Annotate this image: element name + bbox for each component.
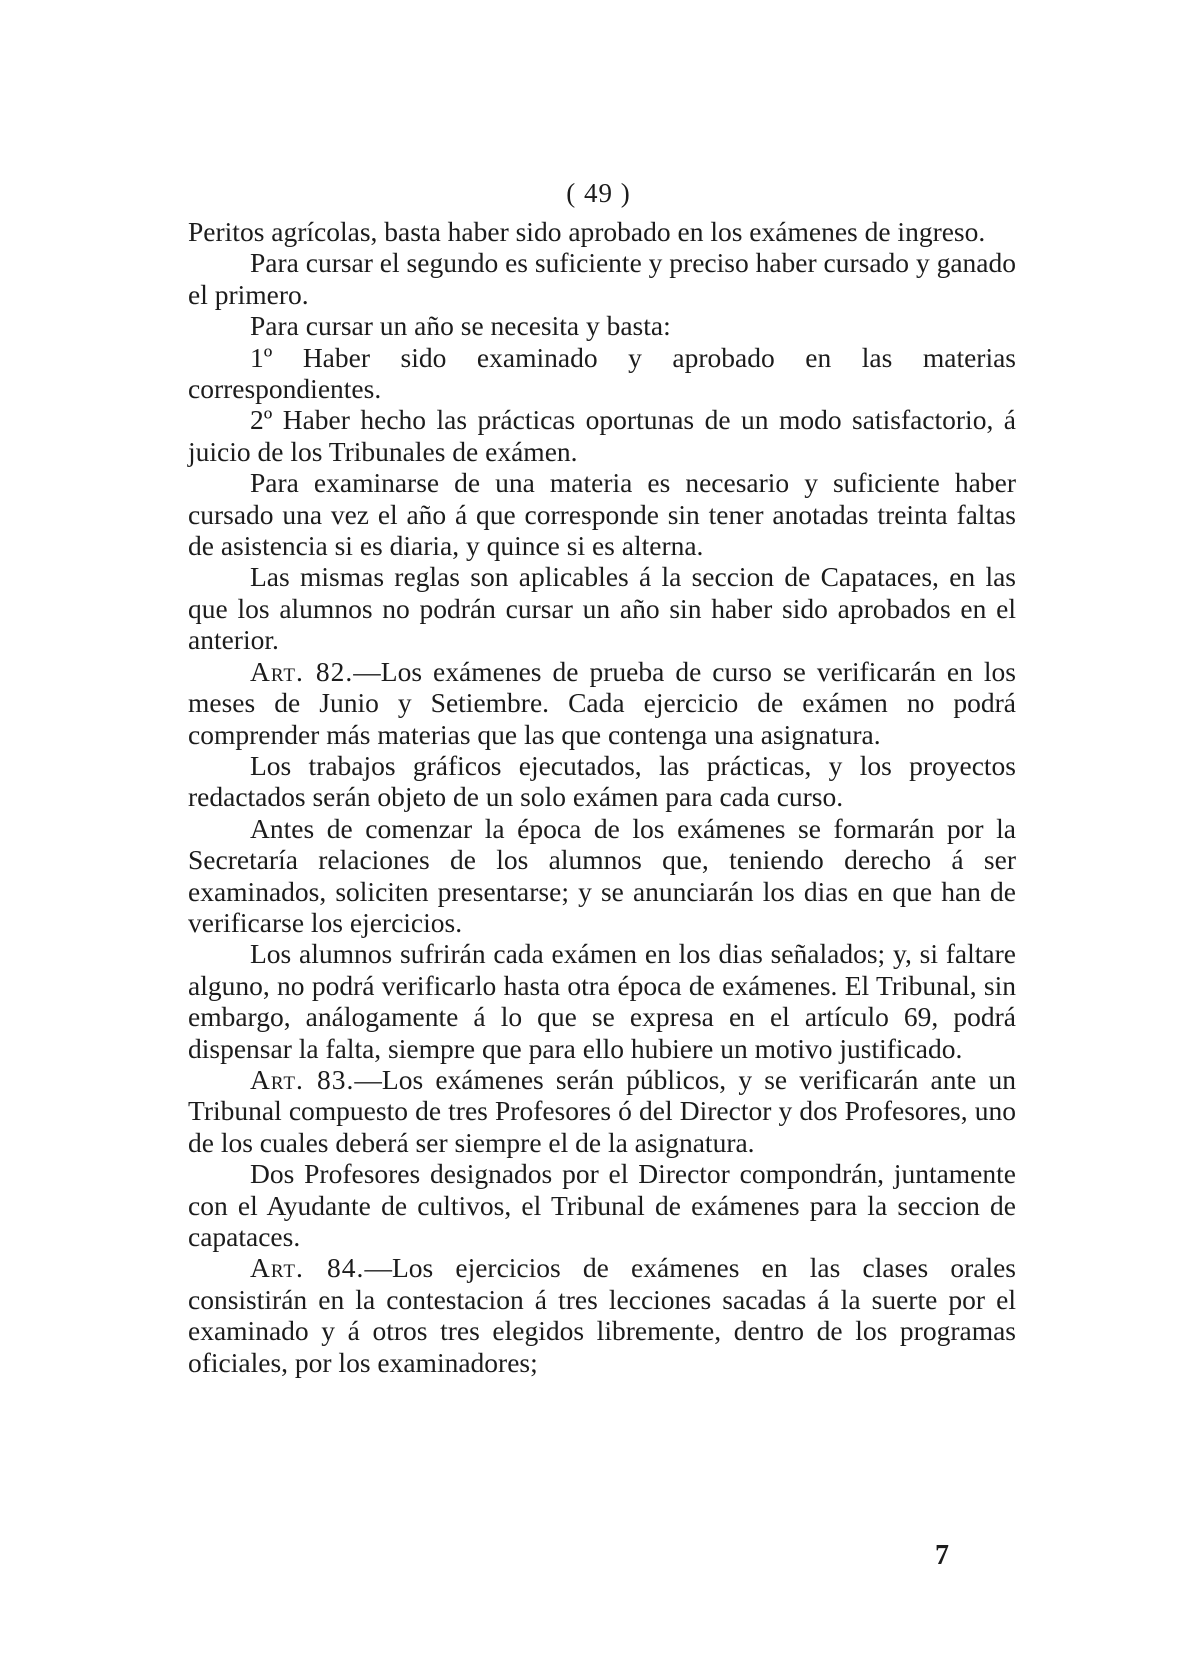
article-paragraph: Art. 84.—Los ejercicios de exámenes en las clases orales consistirán en la contestacion á tres lecciones sacadas á la suerte por el examinado y á otros tres elegidos libremente, dentro de los programas oficiales, por los examinadores; xyxy=(188,1252,1016,1378)
paragraph: 1º Haber sido examinado y aprobado en las materias correspondientes. xyxy=(188,341,1016,405)
paragraph: Para cursar el segundo es suficiente y preciso haber cursado y ganado el primero. xyxy=(188,247,1016,310)
paragraph: Dos Profesores designados por el Director compondrán, juntamente con el Ayudante de cultivos, el Tribunal de exámenes para la seccion de capataces. xyxy=(188,1158,1016,1252)
article-paragraph: Art. 82.—Los exámenes de prueba de curso se verificarán en los meses de Junio y Setiembre. Cada ejercicio de exámen no podrá comprender más materias que las que contenga una asignatura. xyxy=(188,655,1017,750)
body-text xyxy=(188,216,1016,1378)
article-label: Art. 82. xyxy=(250,655,354,687)
paragraph: Para cursar un año se necesita y basta: xyxy=(250,310,671,342)
article-paragraph: Art. 83.—Los exámenes serán públicos, y se verificarán ante un Tribunal compuesto de tres Profesores ó del Director y dos Profesores, uno de los cuales deberá ser siempre el de la asignatura. xyxy=(188,1063,1017,1158)
paragraph: Los trabajos gráficos ejecutados, las prácticas, y los proyectos redactados serán objeto de un solo exámen para cada curso. xyxy=(188,749,1016,813)
signature-mark: 7 xyxy=(935,1540,949,1571)
paragraph: Peritos agrícolas, basta haber sido aprobado en los exámenes de ingreso. xyxy=(188,216,986,247)
paragraph: Antes de comenzar la época de los exámenes se formarán por la Secretaría relaciones de los alumnos que, teniendo derecho á ser examinados, soliciten presentarse; y se anunciarán los dias en que han de verificarse los ejercicios. xyxy=(188,812,1016,938)
paragraph: Los alumnos sufrirán cada exámen en los dias señalados; y, si faltare alguno, no podrá verificarlo hasta otra época de exámenes. El Tribunal, sin embargo, análogamente á lo que se expresa en el artículo 69, podrá dispensar la falta, siempre que para ello hubiere un motivo justificado. xyxy=(188,938,1016,1064)
paragraph: Para examinarse de una materia es necesario y suficiente haber cursado una vez el año á que corresponde sin tener anotadas treinta faltas de asistencia si es diaria, y quince si es alterna. xyxy=(188,467,1016,562)
paragraph: 2º Haber hecho las prácticas oportunas de un modo satisfactorio, á juicio de los Tribunales de exámen. xyxy=(188,404,1016,467)
article-label: Art. 84. xyxy=(250,1252,365,1284)
paragraph: Las mismas reglas son aplicables á la seccion de Capataces, en las que los alumnos no podrán cursar un año sin haber sido aprobados en el anterior. xyxy=(188,561,1016,656)
article-label: Art. 83. xyxy=(250,1063,355,1095)
page-number: ( 49 ) xyxy=(566,178,631,208)
